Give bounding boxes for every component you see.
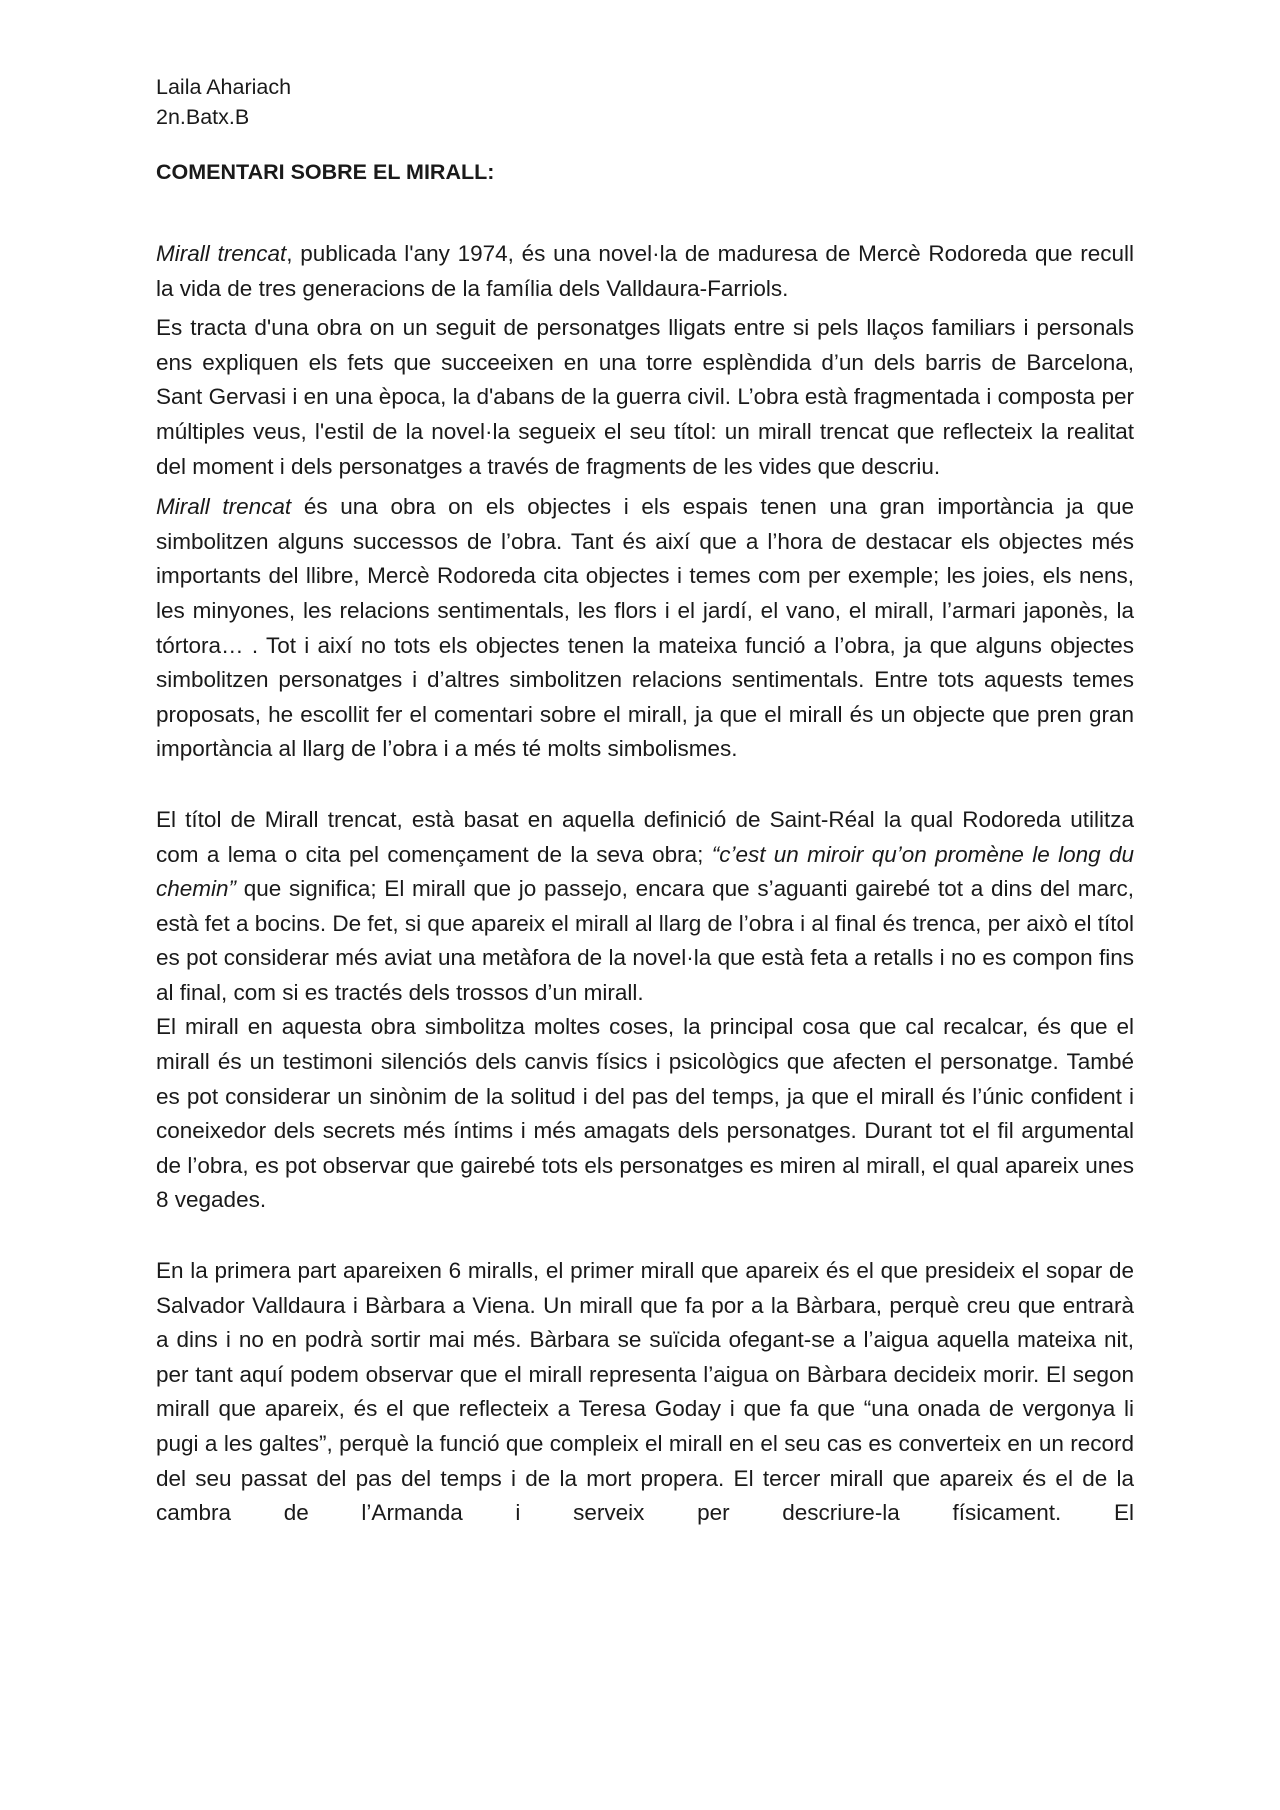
quote-italic: “c’est un miroir qu’on promène le long du chemin” xyxy=(156,841,1135,902)
paragraph-text: El mirall en aquesta obra simbolitza moltes coses, la principal cosa que cal recalcar, és que el mirall és un testimoni silenciós dels canvis físics i psicològics que afecten el personatge. També es pot considerar un sinònim de la solitud i del pas del temps, ja que el mirall és l’únic confident i coneixedor dels secrets més íntims i més amagats dels personatges. Durant tot el fil argumental de l’obra, es pot observar que gairebé tots els personatges es miren al mirall, el qual apareix unes 8 vegades. xyxy=(156,1014,1134,1213)
paragraph-symbolism xyxy=(156,1010,1134,1218)
paragraph-text: Es tracta d'una obra on un seguit de personatges lligats entre si pels llaços familiars i personals ens expliquen els fets que succeeixen en una torre esplèndida d’un dels barris de Barcelona, Sant Gervasi i en una època, la d'abans de la guerra civil. L’obra està fragmentada i composta per múltiples veus, l'estil de la novel·la segueix el seu títol: un mirall trencat que reflecteix la realitat del moment i dels personatges a través de fragments de les vides que descriu. xyxy=(156,315,1134,479)
paragraph-intro xyxy=(156,237,1134,306)
paragraph-text: és una obra on els objectes i els espais tenen una gran importància ja que simbolitzen alguns successos de l’obra. Tant és així que a l’hora de destacar els objectes més importants del llibre, Mercè Rodoreda cita objectes i temes com per exemple; les joies, els nens, les minyones, les relacions sentimentals, les flors i el jardí, el vano, el mirall, l’armari japonès, la tórtora… . Tot i així no tots els objectes tenen la mateixa funció a l’obra, ja que alguns objectes simbolitzen personatges i d’altres simbolitzen relacions sentimentals. Entre tots aquests temes proposats, he escollit fer el comentari sobre el mirall, ja que el mirall és un objecte que pren gran importància al llarg de l’obra i a més té molts simbolismes. xyxy=(156,494,1134,762)
paragraph-text: , publicada l'any 1974, és una novel·la de maduresa de Mercè Rodoreda que recull la vida de tres generacions de la família dels Valldaura-Farriols. xyxy=(156,241,1134,301)
paragraph-text: En la primera part apareixen 6 miralls, el primer mirall que apareix és el que presideix el sopar de Salvador Valldaura i Bàrbara a Viena. Un mirall que fa por a la Bàrbara, perquè creu que entrarà a dins i no en podrà sortir mai més. Bàrbara se suïcida ofegant-se a l’aigua aquella mateixa nit, per tant aquí podem observar que el mirall representa l’aigua on Bàrbara decideix morir. El segon mirall que apareix, és el que reflecteix a Teresa Goday i que fa que “una onada de vergonya li pugi a les galtes”, perquè la funció que compleix el mirall en el seu cas es converteix en un record del seu passat del pas del temps i de la mort propera. El tercer mirall que apareix és el de la cambra de l’Armanda i serveix per descriure-la físicament. El xyxy=(156,1258,1134,1526)
book-title-italic: Mirall trencat xyxy=(156,241,287,266)
author-name: Laila Ahariach xyxy=(156,75,292,99)
document-page xyxy=(156,72,1134,1531)
paragraph-context xyxy=(156,311,1134,484)
book-title-italic: Mirall trencat xyxy=(156,494,292,520)
class-label: 2n.Batx.B xyxy=(156,105,250,129)
paragraph-title-meaning xyxy=(156,803,1134,1011)
paragraph-text: que significa; El mirall que jo passejo, encara que s’aguanti gairebé tot a dins del marc, està fet a bocins. De fet, si que apareix el mirall al llarg de l’obra i al final és trenca, per això el títol es pot considerar més aviat una metàfora de la novel·la que està feta a retalls i no es compon fins al final, com si es tractés dels trossos d’un mirall. xyxy=(156,876,1134,1005)
paragraph-text: El títol de Mirall trencat, està basat en aquella definició de Saint-Réal la qual Rodoreda utilitza com a lema o cita pel començament de la seva obra; xyxy=(156,806,1134,867)
document-title: COMENTARI SOBRE EL MIRALL: xyxy=(156,160,495,184)
paragraph-first-part xyxy=(156,1254,1134,1531)
paragraph-objects xyxy=(156,490,1134,767)
